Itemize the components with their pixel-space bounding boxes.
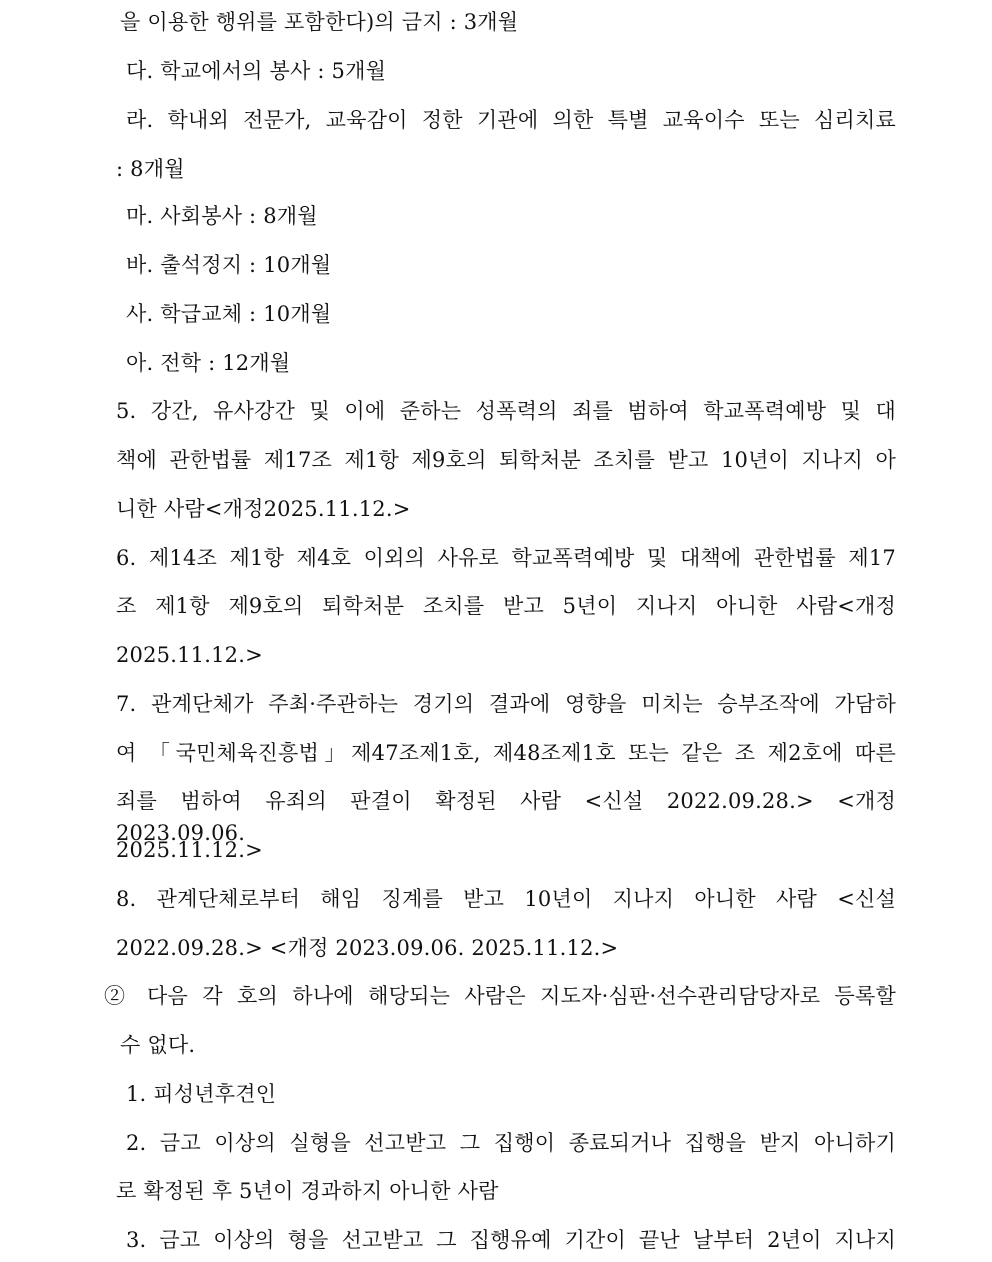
- text-line: 니한 사람<개정2025.11.12.>: [116, 497, 411, 521]
- text-line: 바. 출석정지 : 10개월: [126, 253, 332, 277]
- text-line: 수 없다.: [120, 1033, 196, 1057]
- text-line: 죄를 범하여 유죄의 판결이 확정된 사람 <신설 2022.09.28.> <개정 2023.09.06.: [116, 789, 896, 845]
- text-line: : 8개월: [116, 157, 185, 181]
- text-line: 사. 학급교체 : 10개월: [126, 302, 332, 326]
- text-line: 책에 관한법률 제17조 제1항 제9호의 퇴학처분 조치를 받고 10년이 지나지 아: [116, 448, 896, 472]
- text-line: 7. 관계단체가 주최·주관하는 경기의 결과에 영향을 미치는 승부조작에 가담하: [116, 692, 896, 716]
- text-line: 라. 학내외 전문가, 교육감이 정한 기관에 의한 특별 교육이수 또는 심리치료: [126, 108, 896, 132]
- text-line: 3. 금고 이상의 형을 선고받고 그 집행유예 기간이 끝난 날부터 2년이 지나지: [126, 1228, 896, 1252]
- text-line: 1. 피성년후견인: [126, 1082, 277, 1106]
- text-line: 2025.11.12.>: [116, 838, 263, 862]
- text-line: 로 확정된 후 5년이 경과하지 아니한 사람: [116, 1179, 499, 1203]
- text-line: ② 다음 각 호의 하나에 해당되는 사람은 지도자·심판·선수관리담당자로 등록할: [104, 984, 896, 1008]
- text-line: 5. 강간, 유사강간 및 이에 준하는 성폭력의 죄를 범하여 학교폭력예방 및 대: [116, 399, 896, 423]
- text-line: 2022.09.28.> <개정 2023.09.06. 2025.11.12.>: [116, 936, 619, 960]
- text-line: 마. 사회봉사 : 8개월: [126, 204, 318, 228]
- text-line: 8. 관계단체로부터 해임 징계를 받고 10년이 지나지 아니한 사람 <신설: [116, 887, 896, 911]
- text-line: 여 「국민체육진흥법」제47조제1호, 제48조제1호 또는 같은 조 제2호에 따른: [116, 741, 896, 765]
- text-line: 2. 금고 이상의 실형을 선고받고 그 집행이 종료되거나 집행을 받지 아니하기: [126, 1131, 896, 1155]
- text-line: 다. 학교에서의 봉사 : 5개월: [126, 59, 387, 83]
- text-line: 을 이용한 행위를 포함한다)의 금지 : 3개월: [120, 10, 519, 34]
- text-line: 2025.11.12.>: [116, 643, 263, 667]
- text-line: 조 제1항 제9호의 퇴학처분 조치를 받고 5년이 지나지 아니한 사람<개정: [116, 594, 896, 618]
- text-line: 6. 제14조 제1항 제4호 이외의 사유로 학교폭력예방 및 대책에 관한법률 제17: [116, 546, 896, 570]
- text-line: 아. 전학 : 12개월: [126, 351, 291, 375]
